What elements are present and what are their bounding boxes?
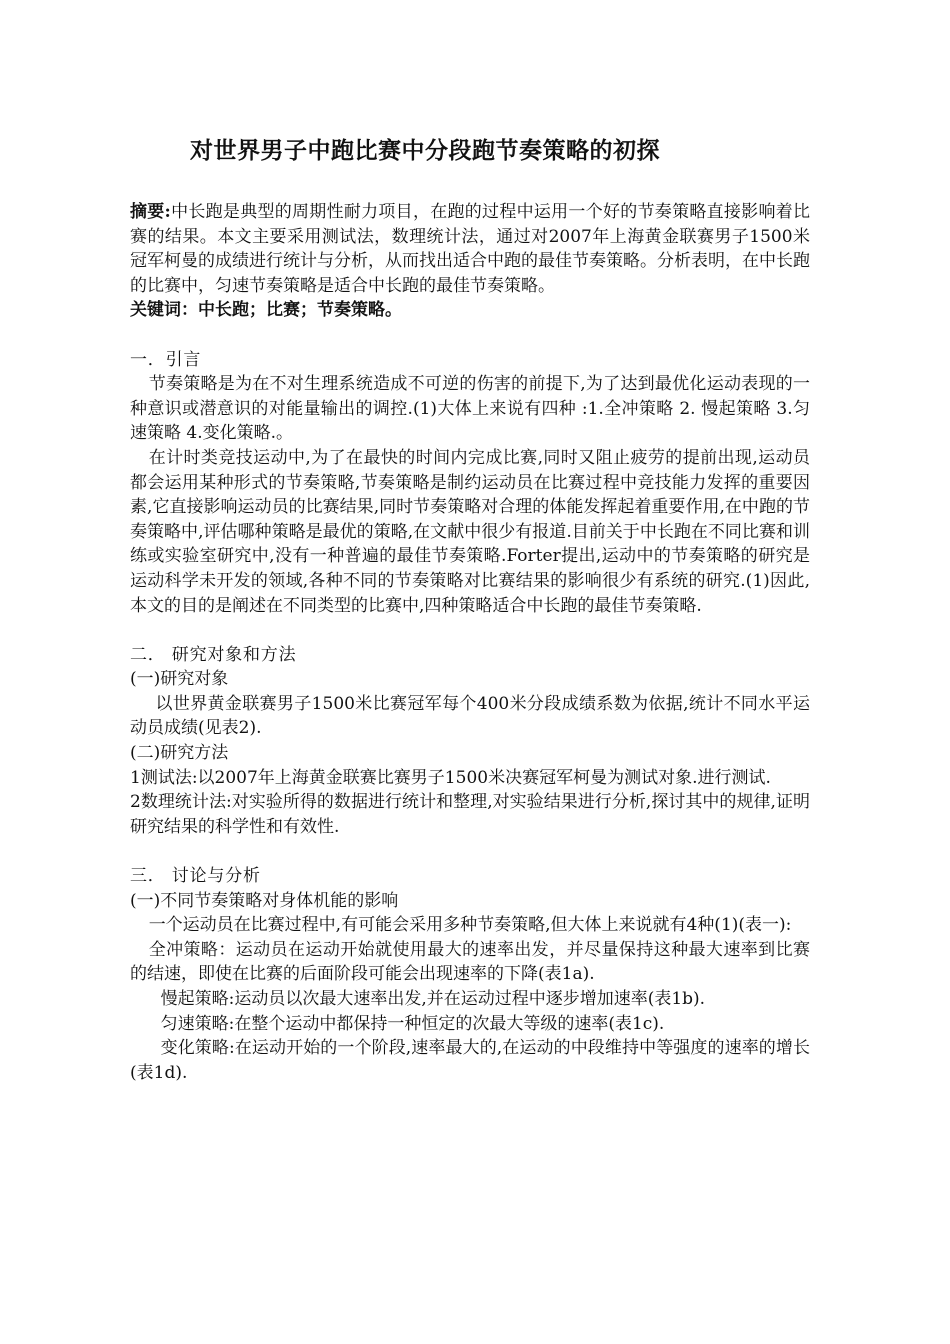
document-title: 对世界男子中跑比赛中分段跑节奏策略的初探 bbox=[190, 138, 660, 164]
section2-subheading-1: (一)研究对象 bbox=[130, 669, 229, 690]
section1-paragraph-1: 节奏策略是为在不对生理系统造成不可逆的伤害的前提下,为了达到最优化运动表现的一种意识或潜意识的对能量输出的调控.(1)大体上来说有四种 :1.全冲策略 2. 慢起策略 3.匀速策略 4.变化策略.。 bbox=[130, 374, 810, 444]
section1-heading: 一．引言 bbox=[130, 349, 202, 370]
section3-paragraph-2: 全冲策略：运动员在运动开始就使用最大的速率出发，并尽量保持这种最大速率到比赛的结速，即使在比赛的后面阶段可能会出现速率的下降(表1a). bbox=[130, 939, 810, 985]
section2-method-1: 1测试法:以2007年上海黄金联赛比赛男子1500米决赛冠军柯曼为测试对象.进行测试. bbox=[130, 767, 771, 788]
section2-subject-text: 以世界黄金联赛男子1500米比赛冠军每个400米分段成绩系数为依据,统计不同水平运动员成绩(见表2). bbox=[130, 693, 810, 739]
section2-subheading-2: (二)研究方法 bbox=[130, 743, 229, 764]
abstract-label: 摘要: bbox=[130, 202, 171, 222]
abstract-text: 中长跑是典型的周期性耐力项目，在跑的过程中运用一个好的节奏策略直接影响着比赛的结果。本文主要采用测试法，数理统计法，通过对2007年上海黄金联赛男子1500米冠军柯曼的成绩进行统计与分析，从而找出适合中跑的最佳节奏策略。分析表明，在中长跑的比赛中，匀速节奏策略是适合中长跑的最佳节奏策略。 bbox=[130, 202, 810, 296]
section3-paragraph-1: 一个运动员在比赛过程中,有可能会采用多种节奏策略,但大体上来说就有4种(1)(表一): bbox=[148, 915, 792, 936]
keywords-line: 关键词：中长跑；比赛；节奏策略。 bbox=[130, 300, 402, 321]
section3-paragraph-3: 慢起策略:运动员以次最大速率出发,并在运动过程中逐步增加速率(表1b). bbox=[160, 989, 706, 1009]
section2-method-2: 2数理统计法:对实验所得的数据进行统计和整理,对实验结果进行分析,探讨其中的规律,证明研究结果的科学性和有效性. bbox=[130, 792, 810, 837]
section3-paragraph-4: 匀速策略:在整个运动中都保持一种恒定的次最大等级的速率(表1c). bbox=[160, 1013, 665, 1034]
abstract-paragraph bbox=[130, 200, 810, 298]
section3-subheading-1: (一)不同节奏策略对身体机能的影响 bbox=[130, 890, 399, 911]
section3-heading: 三． 讨论与分析 bbox=[130, 866, 261, 887]
section1-paragraph-2: 在计时类竞技运动中,为了在最快的时间内完成比赛,同时又阻止疲劳的提前出现,运动员都会运用某种形式的节奏策略,节奏策略是制约运动员在比赛过程中竞技能力发挥的重要因素,它直接影响运动员的比赛结果,同时节奏策略对合理的体能发挥起着重要作用,在中跑的节奏策略中,评估哪种策略是最优的策略,在文献中很少有报道.目前关于中长跑在不同比赛和训练或实验室研究中,没有一种普遍的最佳节奏策略.Forter提出,运动中的节奏策略的研究是运动科学未开发的领域,各种不同的节奏策略对比赛结果的影响很少有系统的研究.(1)因此,本文的目的是阐述在不同类型的比赛中,四种策略适合中长跑的最佳节奏策略. bbox=[130, 447, 810, 616]
document-body bbox=[130, 200, 810, 1085]
section3-paragraph-5: 变化策略:在运动开始的一个阶段,速率最大的,在运动的中段维持中等强度的速率的增长(表1d). bbox=[130, 1038, 810, 1083]
section2-heading: 二． 研究对象和方法 bbox=[130, 644, 297, 665]
